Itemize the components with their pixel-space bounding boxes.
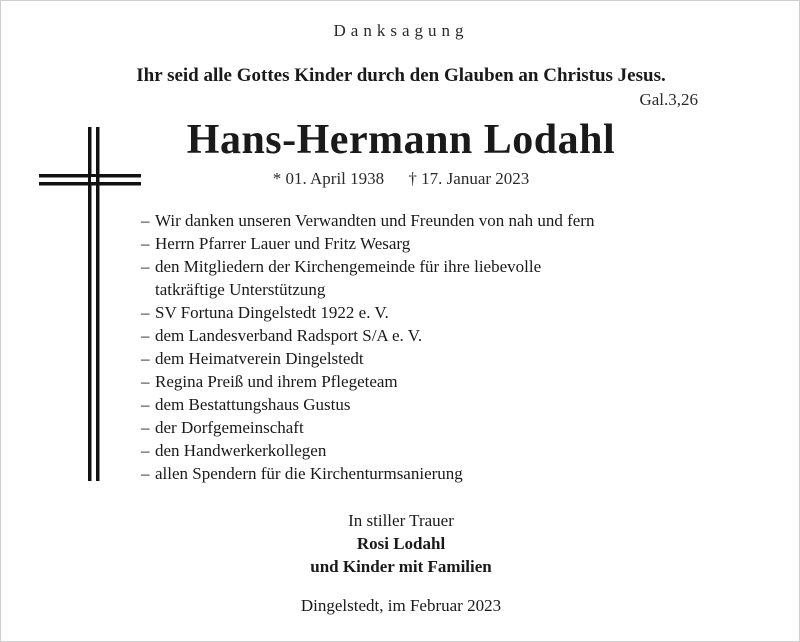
bible-verse: Ihr seid alle Gottes Kinder durch den Glauben an Christus Jesus. — [136, 65, 666, 86]
list-item: – allen Spendern für die Kirchenturmsanierung — [141, 462, 594, 485]
place-date: Dingelstedt, im Februar 2023 — [300, 596, 502, 615]
list-item: – dem Heimatverein Dingelstedt — [141, 347, 594, 370]
cross-icon — [39, 127, 141, 481]
list-item: – Regina Preiß und ihrem Pflegeteam — [141, 370, 594, 393]
verse-reference: Gal.3,26 — [639, 90, 698, 109]
signer-family: und Kinder mit Familien — [310, 557, 492, 576]
deceased-name: Hans-Hermann Lodahl — [186, 117, 616, 163]
birth-date: * 01. April 1938 — [272, 169, 385, 188]
list-item: – den Mitgliedern der Kirchengemeinde für ihre liebevolle — [141, 255, 594, 278]
list-item: – Herrn Pfarrer Lauer und Fritz Wesarg — [141, 232, 594, 255]
thanks-list — [141, 209, 594, 485]
closing-line: In stiller Trauer — [348, 511, 454, 530]
signer-name: Rosi Lodahl — [356, 534, 446, 553]
list-item: – SV Fortuna Dingelstedt 1922 e. V. — [141, 301, 594, 324]
list-item: – den Handwerkerkollegen — [141, 439, 594, 462]
list-item-continuation: tatkräftige Unterstützung — [155, 280, 326, 299]
list-item: – dem Landesverband Radsport S/A e. V. — [141, 324, 594, 347]
list-item: – dem Bestattungshaus Gustus — [141, 393, 594, 416]
notice-heading: Danksagung — [333, 21, 469, 40]
death-date: † 17. Januar 2023 — [408, 169, 530, 188]
list-item: – der Dorfgemeinschaft — [141, 416, 594, 439]
list-item: – Wir danken unseren Verwandten und Freunden von nah und fern — [141, 209, 594, 232]
closing-block — [1, 509, 800, 578]
